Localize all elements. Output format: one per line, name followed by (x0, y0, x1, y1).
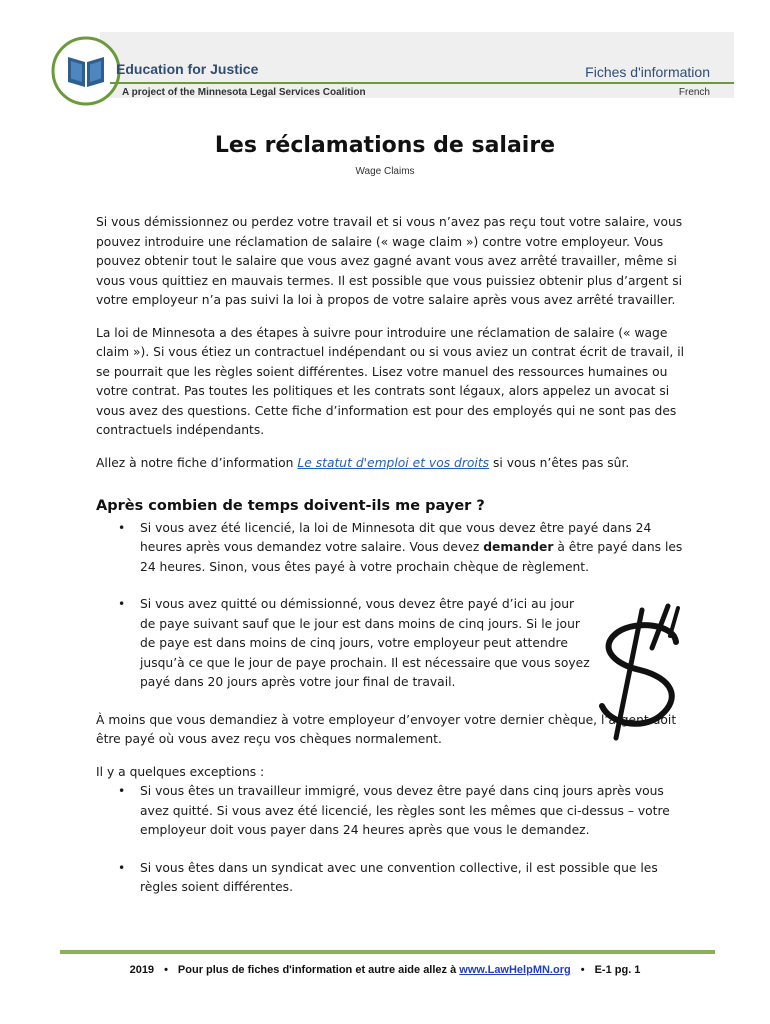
footer-separator: • (580, 964, 585, 976)
list-item (96, 519, 696, 578)
language-label: French (678, 87, 710, 98)
bullet-glyph: • (118, 597, 126, 611)
intro-paragraph-1: Si vous démissionnez ou perdez votre travail et si vous n’avez pas reçu tout votre salaire, vous pouvez introduire une réclamation de salaire (« wage claim ») contre votre employeur. Vous pouvez obtenir tout le salaire que vous avez gagné avant vous avez arrêté travailler, même si vous vous quittiez en mauvais termes. Il est possible que vous puissiez obtenir plus d’argent si votre employeur n’a pas suivi la loi à propos de votre salaire après vous avez arrêté travailler. (96, 215, 683, 307)
footer-year: 2019 (129, 964, 155, 976)
document-body (96, 213, 696, 916)
section-heading: Après combien de temps doivent-ils me payer ? (96, 498, 485, 514)
intro-paragraph-2: La loi de Minnesota a des étapes à suivre pour introduire une réclamation de salaire (« wage claim »). Si vous étiez un contractuel indépendant ou si vous aviez un contrat écrit de travail, il se pourrait que les règles soient différentes. Lisez votre manuel des ressources humaines ou votre contrat. Pas toutes les politiques et les contrats sont légaux, alors appelez un avocat si vous avez des questions. Cette fiche d’information est pour des employés qui ne sont pas des contractuels indépendants. (96, 325, 685, 437)
bullet1-bold: demander (483, 540, 554, 554)
lawhelpmn-link[interactable]: www.LawHelpMN.org (459, 964, 571, 976)
header-rule (110, 82, 734, 84)
page-title: Les réclamations de salaire (214, 133, 556, 158)
footer-separator: • (164, 964, 168, 976)
bullet2-text: Si vous avez quitté ou démissionné, vous devez être payé d’ici au jour de paye suivant sauf que le jour est dans moins de cinq jours. Si le jour de paye est dans moins de cinq jours, votre employeur peut attendre jusqu’à ce que le jour de paye prochain. Il est nécessaire que vous soyez payé dans 20 jours après votre jour final de travail. (140, 597, 590, 689)
org-name: Education for Justice (116, 61, 259, 77)
book-logo-icon (50, 35, 122, 107)
status-paragraph (96, 454, 696, 474)
status-text-before: Allez à notre fiche d’information (96, 455, 298, 470)
bullet-glyph: • (118, 784, 126, 798)
list-item (96, 859, 696, 898)
exception-2-text: Si vous êtes dans un syndicat avec une convention collective, il est possible que les règles soient différentes. (140, 860, 658, 894)
list-item (96, 782, 696, 841)
footer-page: E-1 pg. 1 (594, 964, 641, 976)
page-header (40, 32, 734, 110)
org-project: A project of the Minnesota Legal Services Coalition (122, 87, 366, 98)
unless-paragraph: À moins que vous demandiez à votre employeur d’envoyer votre dernier chèque, l’argent doit être payé où vous avez reçu vos chèques normalement. (96, 712, 677, 746)
employment-status-link[interactable]: Le statut d'emploi et vos droits (297, 455, 490, 470)
footer-text: Pour plus de fiches d'information et autre aide allez à (177, 964, 457, 976)
bullet-glyph: • (118, 520, 126, 535)
page-subtitle: Wage Claims (355, 166, 415, 177)
exception-1-text: Si vous êtes un travailleur immigré, vous devez être payé dans cinq jours après vous avez quitté. Si vous avez été licencié, les règles sont les mêmes que ci-dessus – votre employeur doit vous payer dans 24 heures après que vous le demandez. (140, 784, 670, 837)
dollar-sign-icon (590, 602, 700, 742)
exceptions-intro: Il y a quelques exceptions : (96, 764, 265, 779)
exceptions-list (96, 782, 696, 898)
page-footer (0, 964, 770, 976)
bullet1-text-after: à être payé dans les 24 heures. Sinon, vous êtes payé à votre prochain chèque de règlement. (140, 540, 683, 574)
footer-rule (60, 950, 715, 954)
list-item (96, 595, 590, 693)
bullet1-text-before: Si vous avez été licencié, la loi de Minnesota dit que vous devez être payé dans 24 heures après vous demandez votre salaire. Vous devez (140, 520, 652, 554)
bullet-glyph: • (118, 860, 126, 875)
status-text-after: si vous n’êtes pas sûr. (489, 455, 630, 470)
series-label: Fiches d'information (585, 64, 710, 80)
